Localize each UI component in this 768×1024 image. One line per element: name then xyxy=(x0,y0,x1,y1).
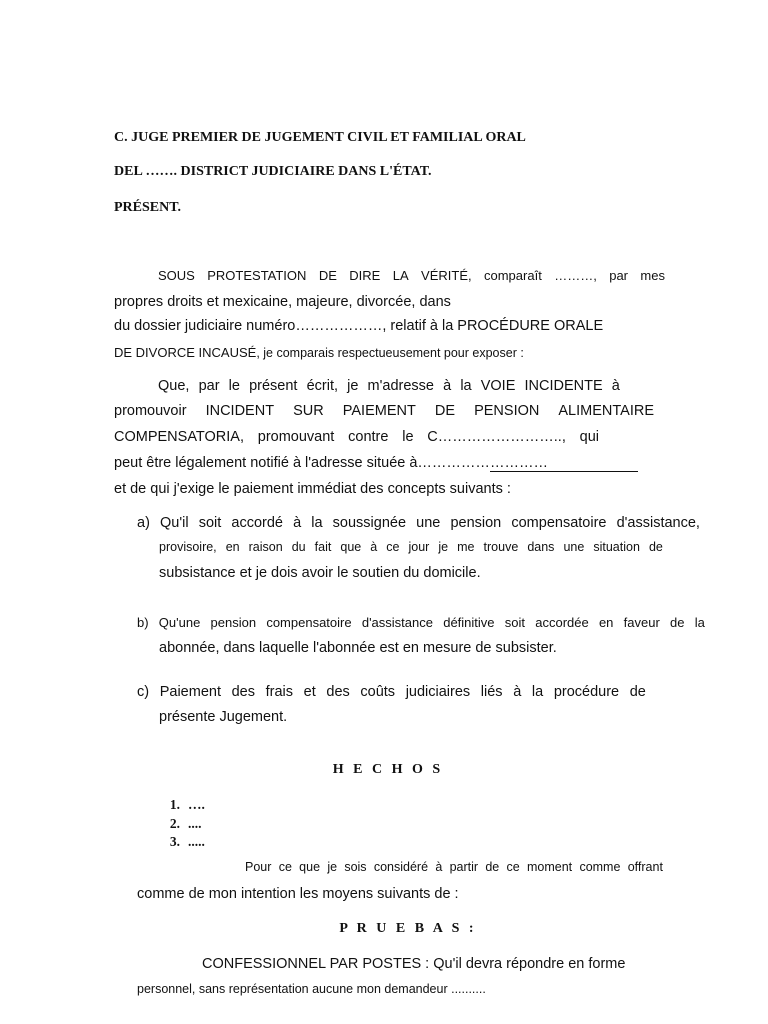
word: SUR xyxy=(293,403,324,419)
word: pension xyxy=(450,515,502,531)
word: ce xyxy=(506,860,520,874)
word: COMPENSATORIA, xyxy=(114,429,244,445)
word: en xyxy=(598,615,614,630)
word: DE xyxy=(318,268,337,283)
addressee-line-3: PRÉSENT. xyxy=(114,200,182,215)
word: je xyxy=(327,860,338,874)
word: trouve xyxy=(483,540,519,554)
word: offrant xyxy=(627,860,663,874)
word: la xyxy=(311,515,323,531)
word: la xyxy=(694,615,705,630)
word: moment xyxy=(527,860,573,874)
item-a-line-1 xyxy=(137,515,700,531)
word: ALIMENTAIRE xyxy=(558,403,654,419)
word: mes xyxy=(640,268,665,283)
word: considéré xyxy=(373,860,429,874)
word: raison xyxy=(248,540,283,554)
word: le xyxy=(228,378,240,394)
word: soit xyxy=(198,515,222,531)
word: d'assistance xyxy=(361,615,433,630)
item-b-line-2: abonnée, dans laquelle l'abonnée est en mesure de subsister. xyxy=(159,640,557,656)
word: compensatoire xyxy=(266,615,352,630)
intro-line-1 xyxy=(158,268,665,283)
word: Qu'il xyxy=(160,515,189,531)
word: DIRE xyxy=(349,268,381,283)
word: promouvoir xyxy=(114,403,187,419)
word: écrit, xyxy=(306,378,338,394)
word: ce xyxy=(386,540,400,554)
word: PROTESTATION xyxy=(207,268,307,283)
word: frais xyxy=(265,684,294,700)
word: PAIEMENT xyxy=(342,403,416,419)
que-line-4-address: peut être légalement notifié à l'adresse située à…………… xyxy=(114,455,490,471)
word: compensatoire xyxy=(511,515,607,531)
word: de xyxy=(485,860,500,874)
word: pension xyxy=(210,615,257,630)
pruebas-line-2: personnel, sans représentation aucune mon demandeur .......... xyxy=(137,982,486,996)
word: à xyxy=(443,378,452,394)
word: qui xyxy=(579,429,599,445)
list-item-number: 2. xyxy=(169,816,180,831)
word: SOUS xyxy=(158,268,195,283)
item-a-line-3: subsistance et je dois avoir le soutien du domicile. xyxy=(159,565,481,581)
address-blank xyxy=(490,455,638,472)
word: Qu'une xyxy=(158,615,201,630)
list-item-text: .... xyxy=(188,816,202,831)
word: des xyxy=(326,684,350,700)
word: contre xyxy=(348,429,389,445)
word: comparaît xyxy=(484,268,542,283)
list-item-number: 3. xyxy=(169,834,180,849)
word: Paiement xyxy=(159,684,221,700)
word: à xyxy=(513,684,522,700)
hechos-heading: H E C H O S xyxy=(332,762,444,777)
word: à xyxy=(611,378,620,394)
address-blank-dots: ………… xyxy=(489,455,548,471)
addressee-line-1: C. JUGE PREMIER DE JUGEMENT CIVIL ET FAMILIAL ORAL xyxy=(114,130,526,145)
word: faveur xyxy=(623,615,660,630)
list-item xyxy=(158,834,205,850)
word: accordée xyxy=(535,615,589,630)
pruebas-line-1: CONFESSIONNEL PAR POSTES : Qu'il devra répondre en forme xyxy=(202,956,626,972)
intro-line-4 xyxy=(114,344,524,362)
item-b-line-1 xyxy=(137,615,705,630)
word: des xyxy=(231,684,255,700)
word: soit xyxy=(504,615,525,630)
word: C…………………….., xyxy=(427,429,566,445)
que-line-5: et de qui j'exige le paiement immédiat des concepts suivants : xyxy=(114,481,511,497)
word: présent xyxy=(249,378,298,394)
intro-line-4-rest: , je comparais respectueusement pour exposer : xyxy=(256,346,524,360)
list-item-number: 1. xyxy=(169,797,180,812)
que-line-4 xyxy=(114,455,638,472)
word: VÉRITÉ, xyxy=(421,268,472,283)
word: à xyxy=(370,540,378,554)
word: me xyxy=(457,540,475,554)
addressee-line-2: DEL ……. DISTRICT JUDICIAIRE DANS L'ÉTAT. xyxy=(114,164,432,179)
word: soussignée xyxy=(332,515,407,531)
word: ce xyxy=(278,860,292,874)
item-c-line-2: présente Jugement. xyxy=(159,709,288,725)
word: sois xyxy=(344,860,367,874)
word: situation xyxy=(593,540,640,554)
list-item xyxy=(158,797,205,813)
word: que xyxy=(340,540,362,554)
intro-line-3: du dossier judiciaire numéro………………, relatif à la PROCÉDURE ORALE xyxy=(114,318,604,334)
word: coûts xyxy=(360,684,396,700)
word: de xyxy=(648,540,663,554)
que-line-3 xyxy=(114,429,599,445)
word: VOIE xyxy=(480,378,516,394)
item-c-line-1 xyxy=(137,684,646,700)
offer-line-1 xyxy=(245,860,663,874)
word: je xyxy=(347,378,359,394)
word: la xyxy=(531,684,544,700)
word: en xyxy=(225,540,240,554)
word: à xyxy=(435,860,443,874)
que-line-1 xyxy=(158,378,620,394)
word: m'adresse xyxy=(367,378,434,394)
word: procédure xyxy=(553,684,620,700)
word: partir xyxy=(449,860,479,874)
word: et xyxy=(303,684,316,700)
word: de xyxy=(629,684,646,700)
word: INCIDENT xyxy=(205,403,275,419)
word: Que, xyxy=(158,378,190,394)
word: fait xyxy=(314,540,332,554)
word: dans xyxy=(527,540,555,554)
word: que xyxy=(299,860,321,874)
word: promouvant xyxy=(257,429,335,445)
word: une xyxy=(416,515,441,531)
word: par xyxy=(198,378,220,394)
word: de xyxy=(670,615,685,630)
que-line-2 xyxy=(114,403,654,419)
offer-line-2: comme de mon intention les moyens suivants de : xyxy=(137,886,459,902)
word: définitive xyxy=(443,615,495,630)
word: liés xyxy=(480,684,503,700)
word: PENSION xyxy=(474,403,540,419)
word: par xyxy=(609,268,629,283)
word: provisoire, xyxy=(159,540,217,554)
word: c) xyxy=(137,684,150,700)
word: jour xyxy=(408,540,430,554)
intro-line-4-procedure: DE DIVORCE INCAUSÉ xyxy=(114,345,257,360)
word: Pour xyxy=(245,860,272,874)
word: je xyxy=(438,540,449,554)
word: accordé xyxy=(231,515,283,531)
word: a) xyxy=(137,515,150,531)
word: LA xyxy=(392,268,409,283)
word: b) xyxy=(137,615,149,630)
word: le xyxy=(402,429,414,445)
word: judiciaires xyxy=(405,684,471,700)
intro-line-2: propres droits et mexicaine, majeure, divorcée, dans xyxy=(114,294,451,310)
word: comme xyxy=(579,860,621,874)
word: du xyxy=(291,540,306,554)
word: DE xyxy=(434,403,456,419)
list-item-text: ..... xyxy=(188,834,205,849)
pruebas-heading: P R U E B A S : xyxy=(339,921,477,936)
list-item-text: …. xyxy=(188,797,205,812)
word: d'assistance, xyxy=(616,515,700,531)
word: à xyxy=(293,515,302,531)
word: INCIDENTE xyxy=(524,378,603,394)
word: la xyxy=(460,378,472,394)
word: une xyxy=(563,540,585,554)
word: ………, xyxy=(554,268,597,283)
item-a-line-2 xyxy=(159,540,663,554)
list-item xyxy=(158,816,202,832)
